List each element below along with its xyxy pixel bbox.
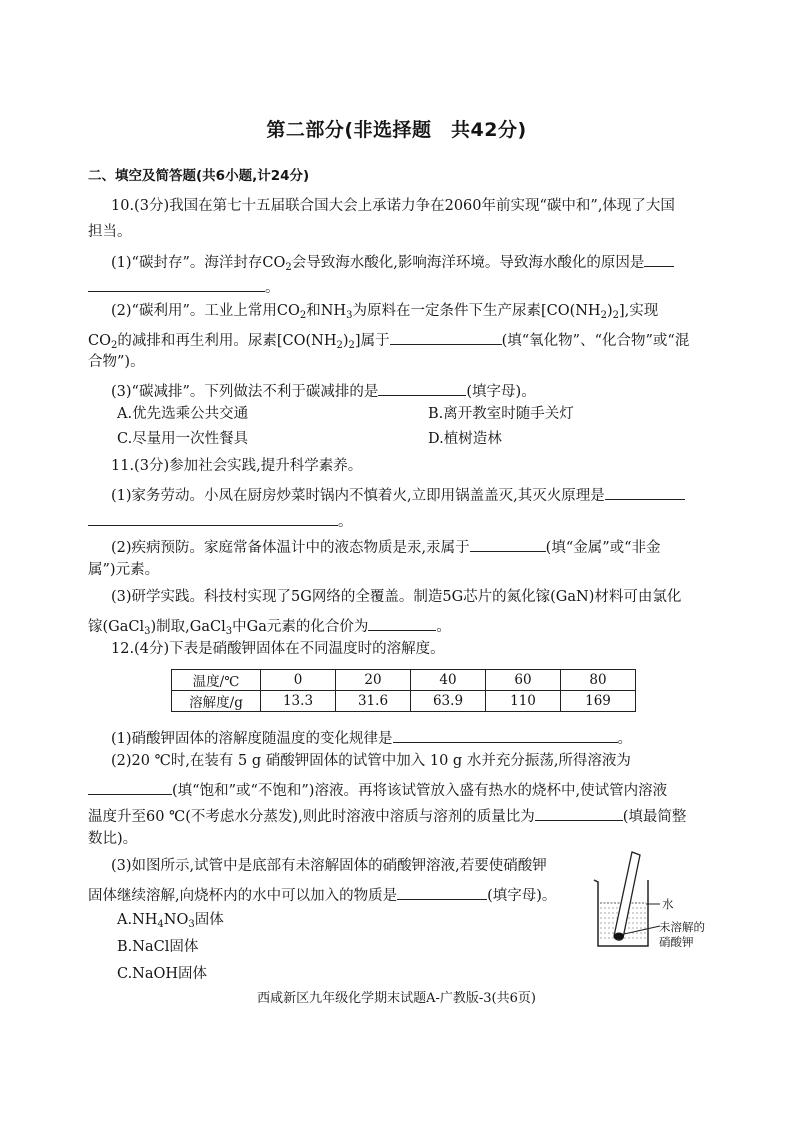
q10-intro: 10.(3分)我国在第七十五届联合国大会上承诺力争在2060年前实现“碳中和”,体现了大国	[111, 198, 675, 214]
table-header-label: 温度/℃	[172, 670, 261, 691]
q12-option-b: B.NaCl固体	[117, 939, 199, 955]
q10-intro-cont: 担当。	[88, 224, 132, 240]
answer-blank[interactable]	[535, 806, 623, 821]
table-cell: 63.9	[411, 691, 486, 712]
q12-part2: (2)20 ℃时,在装有 5 g 硝酸钾固体的试管中加入 10 g 水并充分振荡,所得溶液为	[111, 753, 631, 769]
q10-option-a: A.优先选乘公共交通	[117, 406, 249, 422]
q11-part3: (3)研学实践。科技村实现了5G网络的全覆盖。制造5G芯片的氮化镓(GaN)材料可由氯化	[111, 589, 682, 605]
q10-part2-line3: 合物”)。	[88, 354, 145, 370]
q12-part3: (3)如图所示,试管中是底部有未溶解固体的硝酸钾溶液,若要使硝酸钾	[111, 858, 547, 874]
q12-part2-line3: 温度升至60 ℃(不考虑水分蒸发),则此时溶液中溶质与溶剂的质量比为 (填最简整	[88, 806, 686, 825]
answer-blank[interactable]	[390, 330, 502, 345]
q12-option-c: C.NaOH固体	[117, 966, 208, 982]
figure-label-water: 水	[662, 897, 674, 911]
answer-blank[interactable]	[88, 511, 338, 526]
answer-blank[interactable]	[368, 616, 436, 631]
answer-blank[interactable]	[397, 885, 487, 900]
answer-blank[interactable]	[378, 381, 466, 396]
table-cell: 13.3	[261, 691, 336, 712]
q11-part2: (2)疾病预防。家庭常备体温计中的液态物质是汞,汞属于 (填“金属”或“非金	[111, 537, 661, 556]
page-title: 第二部分(非选择题 共42分)	[266, 119, 527, 141]
q12-part3-cont: 固体继续溶解,向烧杯内的水中可以加入的物质是 (填字母)。	[88, 885, 556, 904]
answer-blank[interactable]	[88, 780, 172, 795]
q11-part1-cont: 。	[88, 511, 353, 530]
answer-blank[interactable]	[605, 485, 685, 500]
q11-part1: (1)家务劳动。小凤在厨房炒菜时锅内不慎着火,立即用锅盖盖灭,其灭火原理是	[111, 485, 685, 504]
page-footer: 西咸新区九年级化学期末试题A-广教版-3(共6页)	[257, 991, 536, 1006]
figure-label-undissolved: 未溶解的	[659, 920, 705, 934]
table-cell: 31.6	[336, 691, 411, 712]
q10-option-d: D.植树造林	[428, 431, 502, 447]
table-row	[172, 691, 636, 712]
beaker-figure	[588, 846, 718, 956]
q10-option-c: C.尽量用一次性餐具	[117, 431, 249, 447]
q12-part2-line4: 数比)。	[88, 831, 138, 847]
table-cell: 110	[486, 691, 561, 712]
test-tube	[614, 852, 640, 940]
q10-option-b: B.离开教室时随手关灯	[428, 406, 574, 422]
table-cell: 0	[261, 670, 336, 691]
table-cell: 60	[486, 670, 561, 691]
table-cell: 20	[336, 670, 411, 691]
q10-part3: (3)“碳减排”。下列做法不利于碳减排的是 (填字母)。	[111, 381, 536, 400]
q10-part2-line2: $CO_2$的减排和再生利用。尿素$[CO(NH_2)_2]$属于 (填“氧化物”、“化合物”或“混	[88, 330, 689, 349]
table-cell: 169	[561, 691, 636, 712]
q12-part2-line2: (填“饱和”或“不饱和”)溶液。再将该试管放入盛有热水的烧杯中,使试管内溶液	[88, 780, 667, 799]
table-cell: 40	[411, 670, 486, 691]
q12-option-a: $A.NH_4NO_3$固体	[117, 912, 224, 930]
answer-blank[interactable]	[470, 537, 546, 552]
q10-part2: (2)“碳利用”。工业上常用$CO_2$和$NH_3$为原料在一定条件下生产尿素$[CO(NH_2)_2]$,实现	[111, 303, 659, 321]
q10-part1-cont: 。	[88, 277, 280, 296]
q12-part1: (1)硝酸钾固体的溶解度随温度的变化规律是 。	[111, 728, 632, 747]
answer-blank[interactable]	[393, 728, 618, 743]
answer-blank[interactable]	[88, 277, 265, 292]
q11-part2-cont: 属”)元素。	[88, 562, 160, 578]
figure-label-kno3: 硝酸钾	[659, 935, 694, 949]
q11-part3-cont: 镓(GaCl$_3$)制取,GaCl$_3$中Ga元素的化合价为 。	[88, 616, 451, 635]
table-row-label: 溶解度/g	[172, 691, 261, 712]
answer-blank[interactable]	[644, 252, 674, 267]
section-heading: 二、填空及简答题(共6小题,计24分)	[88, 168, 310, 184]
q10-part1: (1)“碳封存”。海洋封存$CO_2$会导致海水酸化,影响海洋环境。导致海水酸化的原因是	[111, 252, 674, 271]
table-row	[172, 670, 636, 691]
q12-intro: 12.(4分)下表是硝酸钾固体在不同温度时的溶解度。	[111, 641, 445, 657]
table-cell: 80	[561, 670, 636, 691]
q11-intro: 11.(3分)参加社会实践,提升科学素养。	[111, 458, 363, 474]
solubility-table	[171, 669, 636, 712]
